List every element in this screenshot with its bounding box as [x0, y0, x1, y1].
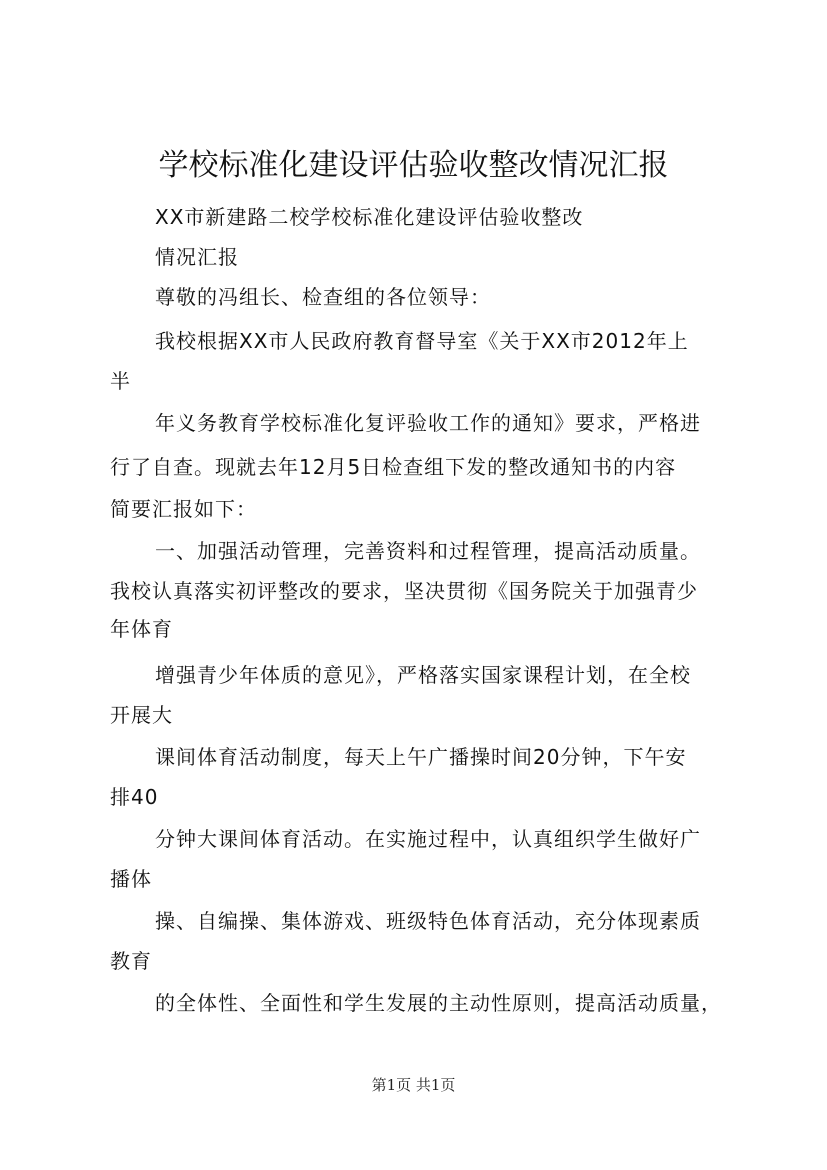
- paragraph-line: 半: [110, 369, 131, 393]
- paragraph-line: 排40: [110, 785, 159, 809]
- paragraph-line: 行了自查。现就去年12月5日检查组下发的整改通知书的内容: [110, 455, 677, 479]
- paragraph-line: 分钟大课间体育活动。在实施过程中，认真组织学生做好广: [155, 827, 701, 851]
- paragraph-line: 的全体性、全面性和学生发展的主动性原则，提高活动质量，: [155, 991, 722, 1015]
- subtitle-line-2: 情况汇报: [155, 245, 239, 269]
- page-number-footer: 第1页 共1页: [371, 1076, 456, 1094]
- paragraph-line: 课间体育活动制度，每天上午广播操时间20分钟，下午安: [155, 745, 687, 769]
- document-title: 学校标准化建设评估验收整改情况汇报: [158, 148, 669, 183]
- salutation: 尊敬的冯组长、检查组的各位领导：: [155, 285, 491, 309]
- paragraph-line: 简要汇报如下：: [110, 497, 257, 521]
- paragraph-line: 播体: [110, 867, 152, 891]
- paragraph-line: 我校根据XX市人民政府教育督导室《关于XX市2012年上: [155, 329, 689, 353]
- subtitle-line-1: XX市新建路二校学校标准化建设评估验收整改: [155, 205, 584, 229]
- paragraph-line: 增强青少年体质的意见》，严格落实国家课程计划，在全校: [155, 663, 691, 687]
- paragraph-line: 教育: [110, 949, 152, 973]
- paragraph-line: 年义务教育学校标准化复评验收工作的通知》要求，严格进: [155, 411, 701, 435]
- paragraph-line: 一、加强活动管理，完善资料和过程管理，提高活动质量。: [155, 539, 701, 563]
- paragraph-line: 年体育: [110, 617, 173, 641]
- paragraph-line: 操、自编操、集体游戏、班级特色体育活动，充分体现素质: [155, 909, 701, 933]
- paragraph-line: 开展大: [110, 703, 173, 727]
- paragraph-line: 我校认真落实初评整改的要求，坚决贯彻《国务院关于加强青少: [110, 579, 698, 603]
